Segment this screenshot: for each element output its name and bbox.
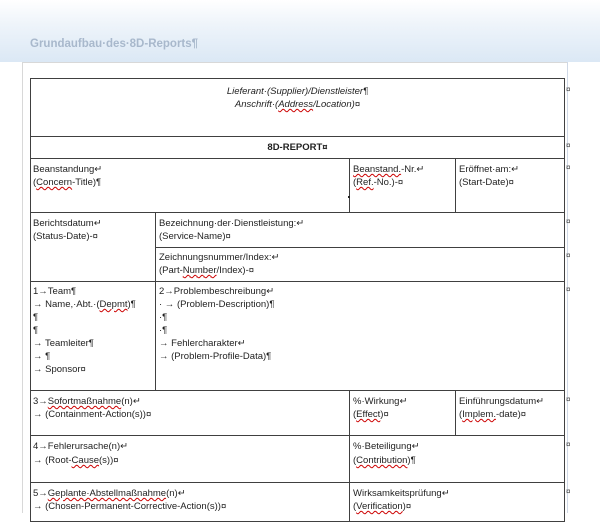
- verif-en-u: Verification: [356, 501, 403, 512]
- corrective-u: Geplante·Abstellmaßnahme: [47, 488, 167, 499]
- impl-en-u: Implem.: [462, 409, 496, 420]
- problem-description: · → (Problem-Description)¶: [159, 299, 275, 310]
- containment-prefix: 3→: [33, 396, 48, 407]
- supplier-line2-address: Address: [278, 99, 314, 110]
- effect-en-u: Effect: [356, 409, 381, 420]
- supplier-line2-prefix: Anschrift·(: [234, 99, 279, 110]
- row-end-mark: ¤: [566, 141, 571, 150]
- root-cause-label: 4→Fehlerursache(n)↵: [33, 441, 129, 452]
- complaint-number-label: [353, 163, 424, 176]
- corrective-action-label-en: → (Chosen-Permanent-Corrective-Action(s))¤: [33, 501, 227, 512]
- report-date-label: Berichtsdatum↵: [33, 218, 102, 229]
- team-depmt-suffix: )¶: [127, 299, 136, 310]
- verif-en-suffix: )¤: [402, 501, 412, 512]
- root-en-prefix: → (Root-: [33, 455, 72, 466]
- row-end-mark: ¤: [566, 395, 571, 404]
- opened-date-label-en: (Start-Date)¤: [459, 177, 514, 188]
- corrective-suffix: (n)↵: [166, 488, 186, 499]
- team-name-dept: [33, 298, 136, 311]
- drawing-number-label: Zeichnungsnummer/Index:↵: [159, 252, 280, 263]
- team-member: → ¶: [33, 351, 51, 362]
- row-end-mark: ¤: [566, 487, 571, 496]
- problem-heading: 2→Problembeschreibung↵: [159, 286, 275, 297]
- root-cause-label-en: [33, 454, 119, 467]
- complaint-en-prefix: (: [33, 177, 37, 188]
- containment-suffix: (n)↵: [121, 396, 141, 407]
- root-en-suffix: (s))¤: [99, 455, 119, 466]
- number-en-ref: Ref.: [356, 177, 374, 188]
- text-cursor-mark: [348, 196, 350, 198]
- team-leader: → Teamleiter¶: [33, 338, 94, 349]
- containment-label-en: → (Containment-Action(s))¤: [33, 409, 152, 420]
- contribution-label: %·Beteiligung↵: [353, 441, 420, 452]
- contrib-en-suffix: )¶: [407, 455, 416, 466]
- opened-date-label: Eröffnet·am:↵: [459, 164, 520, 175]
- supplier-line2-suffix: /Location)¤: [313, 99, 361, 110]
- team-sponsor: → Sponsor¤: [33, 364, 86, 375]
- impl-en-suffix: -date)¤: [495, 409, 527, 420]
- row-end-mark: ¤: [566, 217, 571, 226]
- complaint-number-label-en: [353, 176, 403, 189]
- page-left-edge: [22, 62, 23, 513]
- effect-label-en: [353, 408, 389, 421]
- containment-u: Sofortmaßnahme: [47, 396, 122, 407]
- effect-en-prefix: (: [353, 409, 357, 420]
- implementation-date-label: Einführungsdatum↵: [459, 396, 545, 407]
- team-name-prefix: → Name,·Abt.·(: [33, 299, 100, 310]
- complaint-label-en: [33, 176, 101, 189]
- verification-label: Wirksamkeitsprüfung↵: [353, 488, 450, 499]
- team-heading: 1→Team¶: [33, 286, 77, 297]
- supplier-line1: Lieferant·(Supplier)/Dienstleister¶: [226, 86, 369, 97]
- drawing-en-number: Number: [182, 265, 217, 276]
- row-end-mark: ¤: [566, 440, 571, 449]
- complaint-en-suffix: -Title)¶: [72, 177, 102, 188]
- drawing-en-prefix: (Part-: [159, 265, 183, 276]
- ribbon-header-band: [0, 0, 600, 62]
- number-en-prefix: (: [353, 177, 357, 188]
- complaint-en-concern: Concern: [36, 177, 73, 188]
- problem-profile: → (Problem-Profile-Data)¶: [159, 351, 272, 362]
- row-end-mark: ¤: [566, 163, 571, 172]
- root-en-u: Cause: [71, 455, 100, 466]
- service-name-label-en: (Service-Name)¤: [159, 231, 231, 242]
- verif-en-prefix: (: [353, 501, 357, 512]
- problem-blank-1: ·¶: [159, 312, 168, 323]
- report-date-label-en: (Status-Date)-¤: [33, 231, 98, 242]
- number-en-suffix: -No.)-¤: [373, 177, 404, 188]
- drawing-number-label-en: [159, 264, 254, 277]
- row-end-mark: ¤: [566, 285, 571, 294]
- impl-en-prefix: (: [459, 409, 463, 420]
- row-end-mark: ¤: [566, 85, 571, 94]
- verification-label-en: [353, 500, 411, 513]
- team-depmt: Depmt: [99, 299, 128, 310]
- contrib-en-prefix: (: [353, 455, 357, 466]
- number-label-suffix: -Nr.↵: [401, 164, 425, 175]
- contribution-label-en: [353, 454, 416, 467]
- report-title: 8D-REPORT¤: [267, 142, 328, 153]
- team-blank-1: ¶: [33, 312, 39, 323]
- page-title: Grundaufbau·des·8D-Reports¶: [30, 38, 199, 50]
- problem-blank-2: ·¶: [159, 325, 168, 336]
- number-label-u: Beanstand.: [353, 164, 402, 175]
- effect-label: %·Wirkung↵: [353, 396, 408, 407]
- implementation-date-label-en: [459, 408, 526, 421]
- row-end-mark: ¤: [566, 251, 571, 260]
- corrective-prefix: 5→: [33, 488, 48, 499]
- supplier-line2: [30, 98, 565, 111]
- problem-character: → Fehlercharakter↵: [159, 338, 246, 349]
- complaint-label: Beanstandung↵: [33, 164, 103, 175]
- service-name-label: Bezeichnung·der·Dienstleistung:↵: [159, 218, 305, 229]
- page-top-edge: [22, 62, 568, 63]
- corrective-action-label: [33, 487, 186, 500]
- effect-en-suffix: )¤: [380, 409, 389, 420]
- contrib-en-u: Contribution: [356, 455, 408, 466]
- team-blank-2: ¶: [33, 325, 39, 336]
- containment-label: [33, 395, 141, 408]
- drawing-en-suffix: /Index)-¤: [216, 265, 255, 276]
